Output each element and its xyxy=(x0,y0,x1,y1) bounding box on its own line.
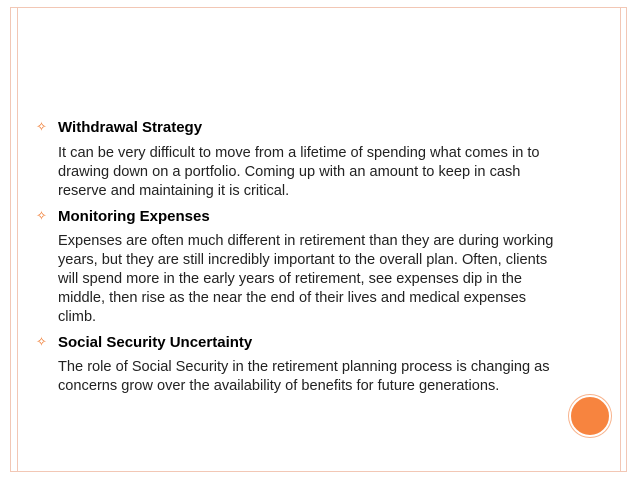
bullet-item-social-security-uncertainty xyxy=(36,331,561,396)
bullet-heading: Withdrawal Strategy xyxy=(58,119,203,136)
orange-circle-decoration xyxy=(569,395,611,437)
bullet-body: The role of Social Security in the retirement planning process is changing as concerns grow over the availability of benefits for future generations. xyxy=(58,358,550,394)
bullet-heading: Monitoring Expenses xyxy=(58,207,210,225)
left-frame-line xyxy=(17,7,18,472)
bullet-heading-row xyxy=(36,116,561,140)
bullet-item-monitoring-expenses xyxy=(36,205,561,328)
bullet-body: It can be very difficult to move from a lifetime of spending what comes in to drawing down on a portfolio. Coming up with an amount to keep in cash reserve and maintaining it is critical. xyxy=(58,145,540,200)
bullet-heading: Social Security Uncertainty xyxy=(58,333,253,351)
bullet-heading-row xyxy=(36,205,561,229)
bullet-item-withdrawal-strategy xyxy=(36,116,561,202)
orange-diamond-bullet-icon: ✧ xyxy=(36,120,47,135)
orange-diamond-bullet-icon: ✧ xyxy=(36,208,47,224)
orange-diamond-bullet-icon: ✧ xyxy=(36,334,47,350)
bullet-body: Expenses are often much different in retirement than they are during working years, but they are still incredibly important to the overall plan. Often, clients will spend more in the early years of retirement, see expenses dip in the middle, then rise as the near the end of their lives and medical expenses climb. xyxy=(58,232,554,326)
bullet-heading-row xyxy=(36,331,561,355)
slide-content xyxy=(36,116,561,396)
right-frame-line xyxy=(620,7,621,472)
